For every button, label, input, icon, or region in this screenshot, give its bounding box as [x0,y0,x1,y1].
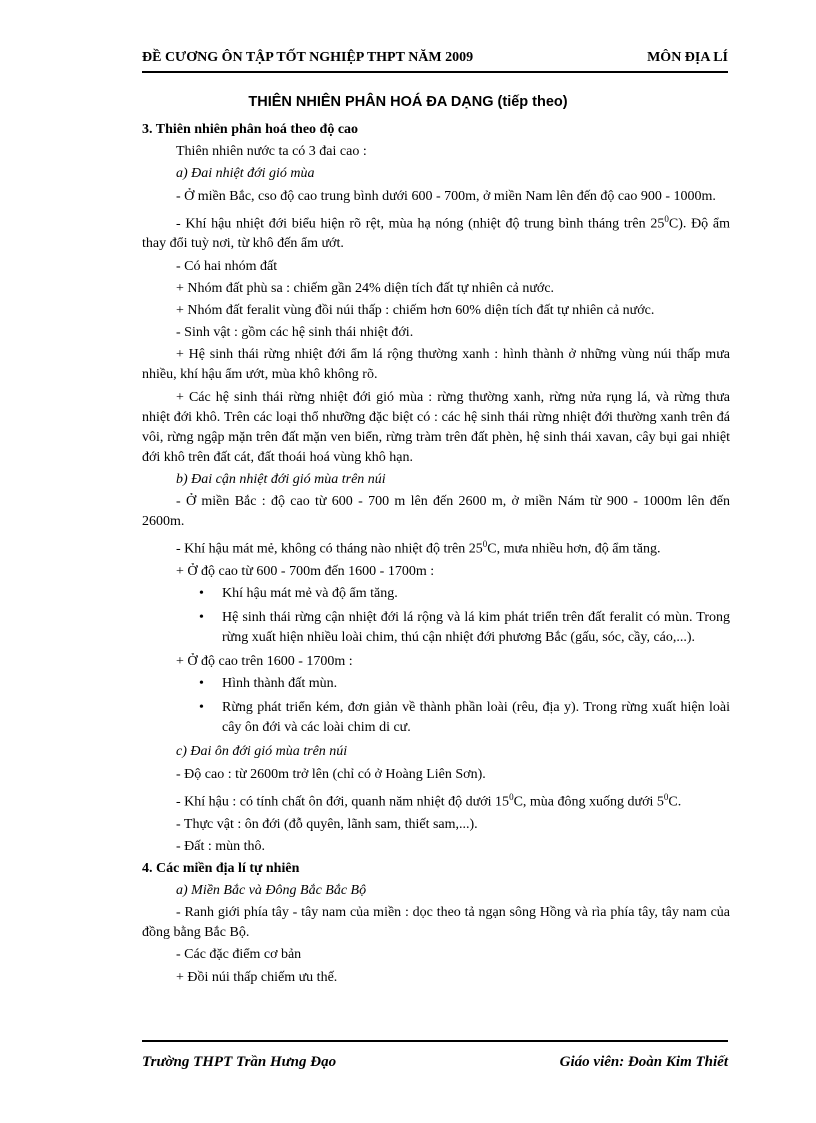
bullet-icon: • [199,676,204,692]
paragraph: - Đất : mùn thô. [176,838,266,854]
list-item: • Rừng phát triển kém, đơn giản về thành phần loài (rêu, địa y). Trong rừng xuất hiện loài cây ôn đới và các loài chim di cư. [199,700,730,736]
list-item: • Khí hậu mát mẻ và độ ẩm tăng. [142,584,730,604]
paragraph: - Khí hậu mát mẻ, không có tháng nào nhiệt độ trên $25^0C$, mưa nhiều hơn, độ ẩm tăng. [176,539,661,557]
bullet-list [142,584,730,648]
paragraph: + Hệ sinh thái rừng nhiệt đới ẩm lá rộng thường xanh : hình thành ở những vùng núi thấp mưa nhiều, khí hậu ẩm ướt, mùa khô không rõ. [142,347,730,383]
paragraph: + Đồi núi thấp chiếm ưu thế. [176,969,338,985]
footer-rule [142,1040,728,1042]
page-header [142,50,728,70]
paragraph: + Nhóm đất phù sa : chiếm gần 24% diện tích đất tự nhiên cả nước. [176,280,555,296]
page-title: THIÊN NHIÊN PHÂN HOÁ ĐA DẠNG (tiếp theo) [248,94,568,110]
footer-school: Trường THPT Trần Hưng Đạo [142,1054,337,1070]
paragraph: + Các hệ sinh thái rừng nhiệt đới gió mùa : rừng thường xanh, rừng nửa rụng lá, và rừng thưa nhiệt đới khô. Trên các loại thổ nhưỡng đặc biệt có : các hệ sinh thái rừng nhiệt đới thường xanh trên đá vôi, rừng ngập mặn trên đất mặn ven biển, rừng tràm trên đất phèn, hệ sinh thái xavan, cây bụi gai nhiệt đới khô trên đất cát, đất thoái hoá vùng khô hạn. [142,389,730,465]
header-rule [142,71,728,73]
paragraph: - Độ cao : từ 2600m trở lên (chỉ có ở Hoàng Liên Sơn). [176,766,486,782]
bullet-icon: • [199,610,204,626]
bullet-icon: • [199,700,204,716]
section-4-heading: 4. Các miền địa lí tự nhiên [142,860,300,876]
paragraph: - Ở miền Bắc : độ cao từ 600 - 700 m lên đến 2600 m, ở miền Nám từ 900 - 1000m lên đến 2600m. [142,493,730,529]
bullet-list [142,674,730,738]
paragraph: + Ở độ cao từ 600 - 700m đến 1600 - 1700m : [176,563,435,579]
bullet-icon: • [199,586,204,602]
header-title: ĐỀ CƯƠNG ÔN TẬP TỐT NGHIỆP THPT NĂM 2009 [142,50,474,65]
paragraph: - Khí hậu nhiệt đới biểu hiện rõ rệt, mùa hạ nóng (nhiệt độ trung bình tháng trên $25^0C$). Độ ẩm thay đổi tuỳ nơi, từ khô đến ẩm ướt. [142,213,730,252]
header-subject: MÔN ĐỊA LÍ [647,50,728,65]
footer-teacher: Giáo viên: Đoàn Kim Thiết [559,1054,728,1070]
paragraph: - Ở miền Bắc, cso độ cao trung bình dưới 600 - 700m, ở miền Nam lên đến độ cao 900 - 1000m. [176,188,716,204]
paragraph: Thiên nhiên nước ta có 3 đai cao : [176,144,367,160]
section-3-heading: 3. Thiên nhiên phân hoá theo độ cao [142,122,359,137]
subsection-a-heading: a) Đai nhiệt đới gió mùa [176,166,315,182]
subsection-b-heading: b) Đai cận nhiệt đới gió mùa trên núi [176,471,386,487]
paragraph: + Ở độ cao trên 1600 - 1700m : [176,654,353,670]
list-item: • Hình thành đất mùn. [142,674,730,694]
paragraph: - Ranh giới phía tây - tây nam của miền : dọc theo tả ngạn sông Hồng và rìa phía tây, tây nam của đồng bằng Bắc Bộ. [142,905,730,941]
paragraph: - Sinh vật : gồm các hệ sinh thái nhiệt đới. [176,325,414,341]
paragraph: - Các đặc điểm cơ bản [176,947,302,963]
document-body [142,120,730,990]
paragraph: - Thực vật : ôn đới (đỗ quyên, lãnh sam, thiết sam,...). [176,816,478,832]
list-item: • Hệ sinh thái rừng cận nhiệt đới lá rộng và lá kim phát triển trên đất feralit có mùn. Trong rừng xuất hiện nhiều loài chim, thú cận nhiệt đới phương Bắc (gấu, sóc, cầy, cáo,...). [199,610,730,646]
subsection-c-heading: c) Đai ôn đới gió mùa trên núi [176,744,348,760]
paragraph: - Có hai nhóm đất [176,258,278,274]
paragraph: + Nhóm đất feralit vùng đồi núi thấp : chiếm hơn 60% diện tích đất tự nhiên cả nước. [176,302,655,318]
subsection-a-heading: a) Miền Bắc và Đông Bắc Bắc Bộ [176,883,367,899]
paragraph: - Khí hậu : có tính chất ôn đới, quanh năm nhiệt độ dưới $15^0C$, mùa đông xuống dưới $5^0C$. [176,791,682,810]
